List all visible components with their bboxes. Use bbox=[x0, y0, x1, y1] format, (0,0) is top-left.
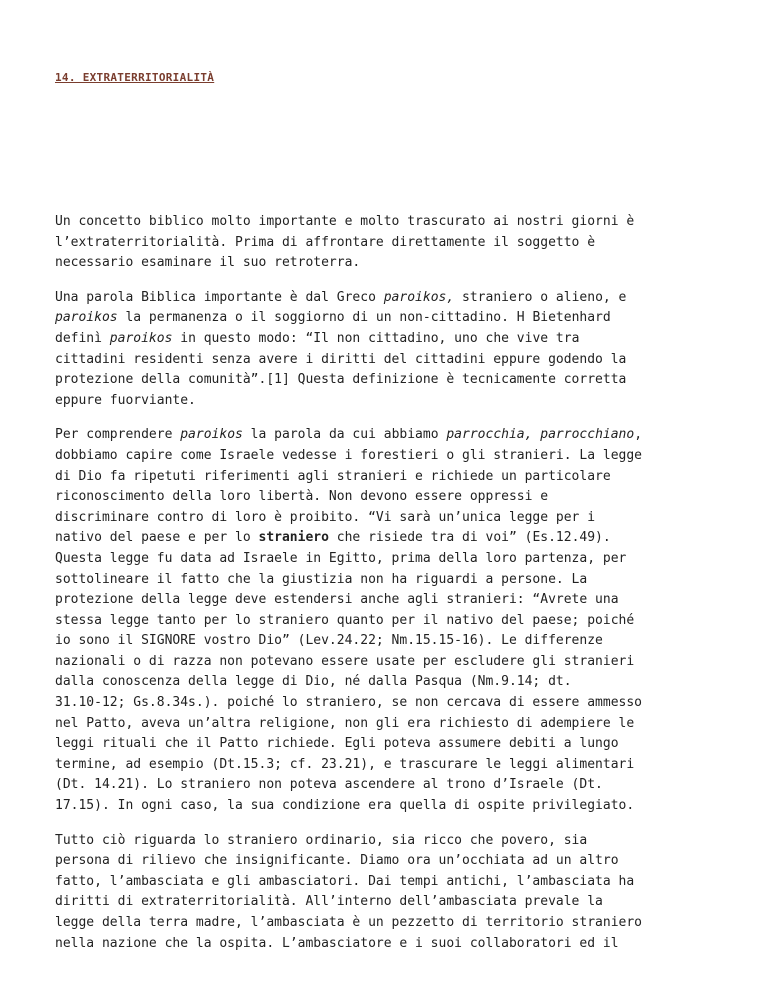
paragraph bbox=[55, 288, 725, 412]
text-segment: Per comprendere bbox=[55, 427, 181, 443]
chapter-heading: 14. EXTRATERRITORIALITÀ bbox=[55, 71, 215, 84]
text-segment: in questo modo: “Il non cittadino, uno che vive tra cittadini residenti senza avere i diritti del cittadini eppure godendo la protezione della comunità”.[1] Questa definizione è tecnicamente corretta eppure fuorviante. bbox=[55, 330, 627, 408]
bold-term: straniero bbox=[258, 530, 329, 546]
text-segment: che risiede tra di voi” (Es.12.49). Questa legge fu data ad Israele in Egitto, prima della loro partenza, per sottolineare il fatto che la giustizia non ha riguardi a persone. La protezione della legge deve estendersi anche agli stranieri: “Avrete una stessa legge tanto per lo straniero quanto per il nativo del paese; poiché io sono il SIGNORE vostro Dio” (Lev.24.22; Nm.15.15-16). Le differenze nazionali o di razza non potevano essere usate per escludere gli stranieri dalla conoscenza della legge di Dio, né dalla Pasqua (Nm.9.14; dt. 31.10-12; Gs.8.34s.). poiché lo straniero, se non cercava di essere ammesso nel Patto, aveva un’altra religione, non gli era richiesto di adempiere le leggi rituali che il Patto richiede. Egli poteva assumere debiti a lungo termine, ad esempio (Dt.15.3; cf. 23.21), e trascurare le leggi alimentari (Dt. 14.21). Lo straniero non poteva ascendere al trono d’Israele (Dt. 17.15). In ogni caso, la sua condizione era quella di ospite privilegiato. bbox=[55, 530, 642, 814]
text-segment: Un concetto biblico molto importante e molto trascurato ai nostri giorni è l’extraterritorialità. Prima di affrontare direttamente il soggetto è necessario esaminare il suo retroterra. bbox=[55, 214, 635, 271]
text-segment: la parola da cui abbiamo bbox=[242, 427, 447, 443]
text-segment: Una parola Biblica importante è dal Greco bbox=[55, 289, 384, 305]
italic-term: paroikos bbox=[180, 427, 243, 443]
text-segment: straniero o alieno, e bbox=[462, 289, 627, 305]
italic-term: paroikos, bbox=[383, 289, 455, 305]
body-text bbox=[55, 212, 725, 968]
text-segment: Tutto ciò riguarda lo straniero ordinario, sia ricco che povero, sia persona di rilievo che insignificante. Diamo ora un’occhiata ad un altro fatto, l’ambasciata e gli ambasciatori. Dai tempi antichi, l’ambasciata ha diritti di extraterritorialità. All’interno dell’ambasciata prevale la legge della terra madre, l’ambasciata è un pezzetto di territorio straniero nella nazione che la ospita. L’ambasciatore e i suoi collaboratori ed il bbox=[55, 832, 642, 951]
paragraph bbox=[55, 425, 725, 816]
italic-term: paroikos bbox=[109, 330, 173, 346]
text-segment: , dobbiamo capire come Israele vedesse i forestieri o gli stranieri. La legge di Dio fa ripetuti riferimenti agli stranieri e richiede un particolare riconoscimento della loro libertà. Non devono essere oppressi e discriminare contro di loro è proibito. “Vi sarà un’unica legge per i nativo del paese e per lo bbox=[55, 427, 643, 546]
paragraph bbox=[55, 212, 725, 274]
text-segment: la permanenza o il soggiorno di un non-cittadino. H Bietenhard definì bbox=[55, 310, 611, 346]
italic-term: parrocchia, parrocchiano bbox=[446, 427, 635, 443]
italic-term: paroikos bbox=[55, 310, 118, 326]
paragraph bbox=[55, 831, 725, 955]
